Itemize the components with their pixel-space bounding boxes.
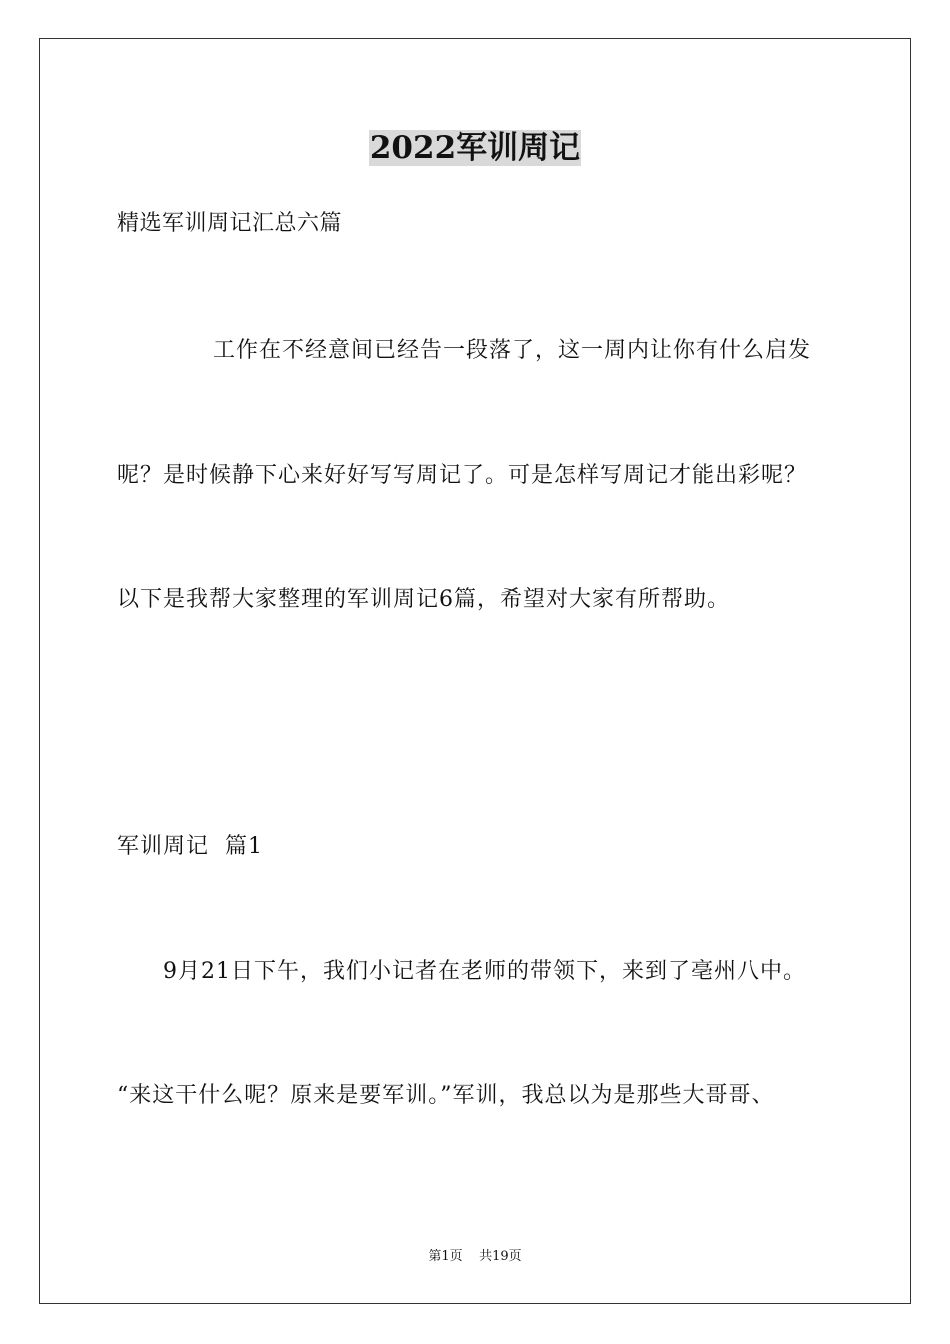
body-line-1: 9月21日下午，我们小记者在老师的带领下，来到了亳州八中。 [163,959,806,984]
body-line-2: “来这干什么呢？原来是要军训。”军训，我总以为是那些大哥哥、 [117,1083,775,1108]
document-subtitle: 精选军训周记汇总六篇 [117,211,343,236]
document-title [0,128,950,168]
section-heading: 军训周记 篇1 [117,834,263,859]
intro-line-3: 以下是我帮大家整理的军训周记6篇，希望对大家有所帮助。 [117,587,730,612]
intro-line-1: 工作在不经意间已经告一段落了，这一周内让你有什么启发 [213,338,812,363]
intro-line-2: 呢？是时候静下心来好好写写周记了。可是怎样写周记才能出彩呢？ [117,463,808,488]
document-title-text: 2022军训周记 [369,130,581,166]
page-footer: 第1页 共19页 [428,1249,522,1264]
